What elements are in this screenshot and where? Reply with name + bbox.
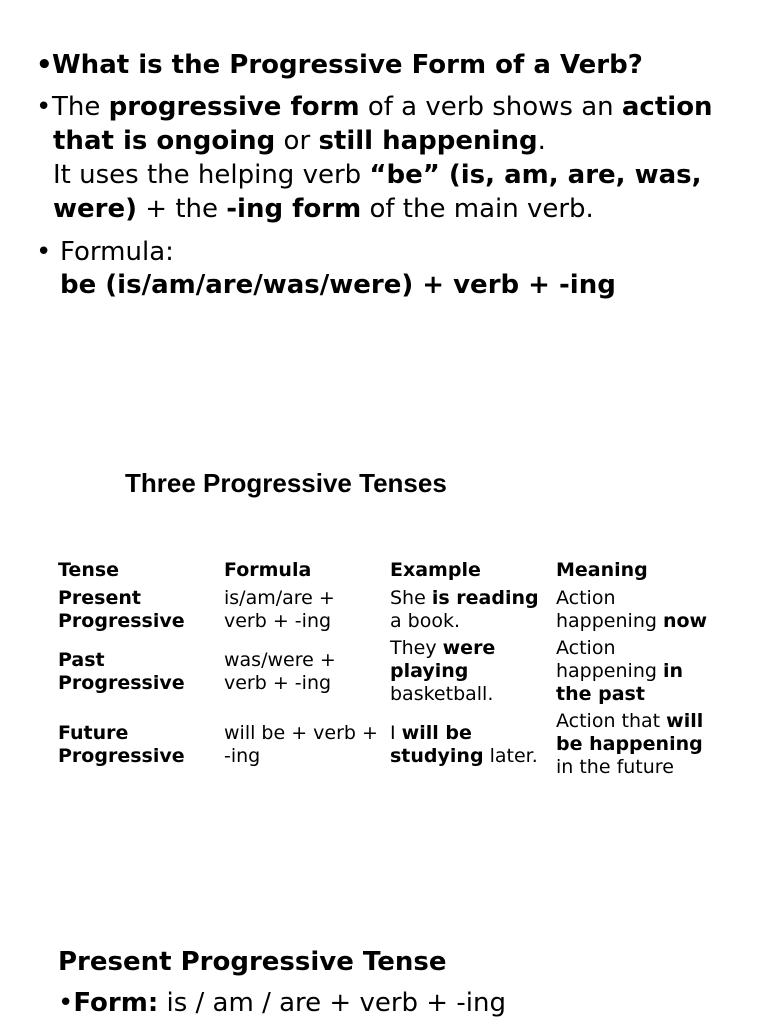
formula-text: be (is/am/are/was/were) + verb + -ing (60, 270, 616, 300)
meaning-text: in the future (556, 756, 674, 778)
tense-formula: is/am/are + verb + -ing (224, 587, 335, 632)
tense-example (384, 708, 550, 781)
meaning-emphasis: in the past (556, 660, 684, 705)
question-heading (36, 48, 643, 82)
form-bullet (58, 988, 506, 1018)
example-text: They (390, 637, 443, 659)
definition-paragraph (36, 90, 713, 226)
meaning-text: Action that (556, 710, 667, 732)
definition-text: or (275, 126, 319, 156)
bullet-icon: • (36, 92, 52, 122)
tenses-table (52, 555, 716, 781)
tense-meaning (550, 708, 716, 781)
tense-example (384, 585, 550, 635)
meaning-text: Action happening (556, 637, 663, 682)
bullet-icon: • (36, 50, 53, 80)
formula-heading (36, 235, 174, 269)
definition-emphasis: -ing form (226, 194, 362, 224)
definition-text: The (52, 92, 109, 122)
definition-emphasis: progressive form (108, 92, 360, 122)
definition-text: . (537, 126, 546, 156)
bullet-icon: • (36, 237, 52, 267)
tense-formula: will be + verb + -ing (224, 721, 378, 767)
definition-line-1 (36, 90, 713, 124)
form-label: Form: (73, 988, 159, 1018)
example-text: a book. (390, 610, 461, 632)
meaning-emphasis: will be happening (556, 710, 704, 755)
definition-text: + the (137, 194, 227, 224)
bullet-icon: • (58, 988, 74, 1018)
tense-name: Present Progressive (58, 587, 185, 632)
definition-emphasis: “be” (is, am, are, was, (369, 160, 702, 190)
formula-label: Formula: (60, 237, 174, 267)
definition-emphasis: were) (53, 194, 137, 224)
present-progressive-title: Present Progressive Tense (58, 947, 447, 977)
header-formula: Formula (224, 558, 312, 581)
example-text: I (390, 721, 402, 744)
table-row (52, 708, 716, 781)
example-text: She (390, 587, 432, 609)
definition-line-4 (36, 192, 713, 226)
definition-text: of a verb shows an (359, 92, 622, 122)
tense-formula: was/were + verb + -ing (224, 648, 336, 694)
form-value: is / am / are + verb + -ing (158, 988, 506, 1018)
table-row (52, 585, 716, 635)
tense-example (384, 635, 550, 708)
meaning-emphasis: now (662, 610, 708, 632)
definition-emphasis: that is ongoing (53, 126, 276, 156)
example-verb: will be studying (390, 721, 484, 767)
table-row (52, 635, 716, 708)
tense-meaning (550, 585, 716, 635)
tense-meaning (550, 635, 716, 708)
meaning-text: Action happening (556, 587, 663, 632)
definition-line-3 (36, 158, 713, 192)
definition-emphasis: action (621, 92, 713, 122)
definition-line-2 (36, 124, 713, 158)
table-header-row (52, 555, 716, 585)
tense-name: Past Progressive (58, 648, 185, 694)
tense-name: Future Progressive (58, 721, 185, 767)
tenses-section-title: Three Progressive Tenses (125, 468, 447, 498)
example-verb: is reading (431, 587, 539, 609)
example-text: basketball. (390, 683, 494, 705)
definition-text: It uses the helping verb (53, 160, 370, 190)
definition-emphasis: still happening (318, 126, 538, 156)
header-meaning: Meaning (556, 558, 648, 581)
header-example: Example (390, 558, 481, 581)
header-tense: Tense (58, 558, 120, 581)
example-text: later. (483, 744, 538, 767)
definition-text: of the main verb. (361, 194, 594, 224)
example-verb: were playing (390, 637, 496, 682)
question-text: What is the Progressive Form of a Verb? (52, 50, 643, 80)
